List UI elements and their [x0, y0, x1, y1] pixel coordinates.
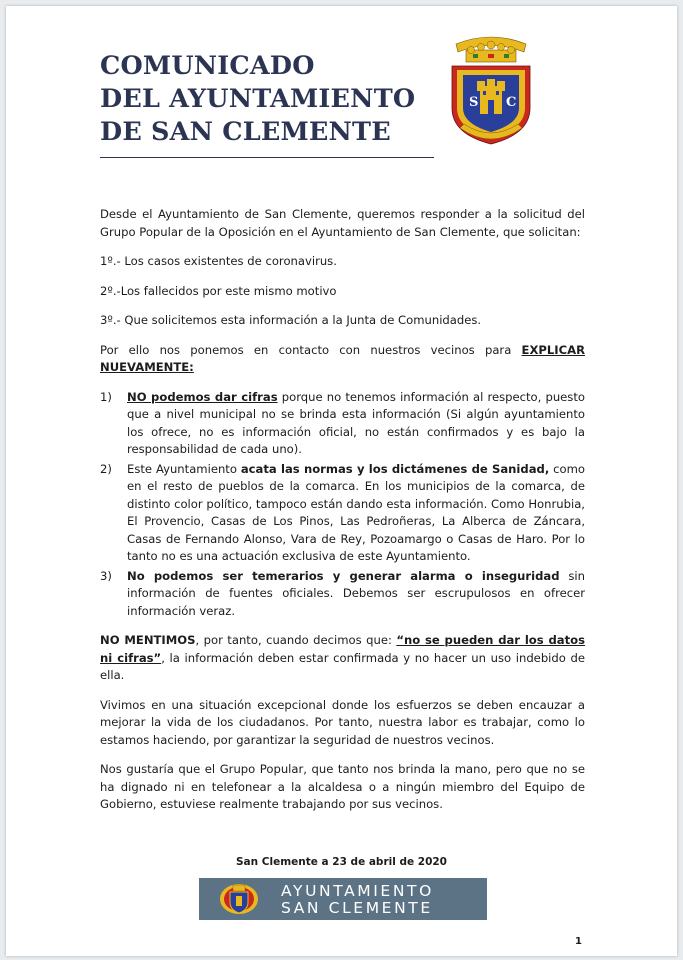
title-line: DE SAN CLEMENTE: [100, 117, 391, 147]
point-number: 2): [100, 461, 112, 476]
letter-body: [100, 206, 585, 826]
point-pre: Este Ayuntamiento: [127, 461, 241, 476]
lead-in-paragraph: [100, 342, 585, 377]
list-item: [100, 568, 585, 621]
footer-banner-text: [281, 883, 434, 917]
lead-in-emphasis: EXPLICAR NUEVAMENTE:: [100, 342, 585, 374]
no-mentimos-paragraph: [100, 632, 585, 685]
coat-of-arms-icon: [446, 28, 536, 146]
banner-line: SAN CLEMENTE: [281, 899, 433, 917]
page-number: 1: [575, 936, 582, 947]
title-underline: [100, 157, 434, 158]
document-date: San Clemente a 23 de abril de 2020: [236, 856, 447, 868]
points-list: [100, 389, 585, 621]
point-text: sin información de fuentes oficiales. Debemos ser escrupulosos en ofrecer información veraz.: [127, 568, 585, 618]
title-line: DEL AYUNTAMIENTO: [100, 84, 416, 114]
situation-paragraph: Vivimos en una situación excepcional donde los esfuerzos se deben encauzar a mejorar la vida de los ciudadanos. Por tanto, nuestra labor es trabajar, como lo estamos haciendo, por garantizar la seguridad de nuestros vecinos.: [100, 697, 585, 747]
point-bold: NO podemos dar cifras: [127, 389, 278, 404]
request-item: 1º.- Los casos existentes de coronavirus.: [100, 254, 337, 268]
no-mentimos-quote: “no se pueden dar los datos ni cifras”: [100, 633, 586, 665]
crest-letter-s: S: [469, 95, 479, 110]
list-item: [100, 461, 585, 566]
point-bold: acata las normas y los dictámenes de Sanidad,: [240, 461, 550, 476]
no-mentimos-pre: , por tanto, cuando decimos que:: [195, 633, 397, 647]
footer-crest-icon: [219, 881, 259, 917]
no-mentimos-post: , la información deben estar confirmada y no hacer un uso indebido de ella.: [100, 650, 585, 682]
point-number: 3): [100, 568, 112, 583]
title-line: COMUNICADO: [100, 51, 315, 81]
document-page: [6, 6, 677, 956]
no-mentimos-bold: NO MENTIMOS: [100, 633, 196, 647]
point-text: como en el resto de pueblos de la comarca. En los municipios de la comarca, de distinto color político, tampoco están dando esta información. Como Honrubia, El Provencio, Casas de Los Pinos, Las Pedroñeras, La Alberca de Záncara, Casas de Fernando Alonso, Vara de Rey, Pozoamargo o Casas de Haro. Por lo tanto no es una actuación exclusiva de este Ayuntamiento.: [127, 461, 585, 563]
request-item: 2º.-Los fallecidos por este mismo motivo: [100, 283, 337, 298]
banner-line: AYUNTAMIENTO: [281, 882, 434, 900]
point-text: porque no tenemos información al respecto, puesto que a nivel municipal no se brinda esta información (Si algún ayuntamiento los ofrece, no es información oficial, no están confirmados y es bajo la responsabilidad de cada uno).: [127, 389, 585, 456]
intro-paragraph: Desde el Ayuntamiento de San Clemente, queremos responder a la solicitud del Grupo Popular de la Oposición en el Ayuntamiento de San Clemente, que solicitan:: [100, 207, 585, 239]
footer-banner: [199, 878, 487, 920]
point-bold: No podemos ser temerarios y generar alarma o inseguridad: [127, 568, 560, 583]
crest-letter-c: C: [506, 95, 517, 110]
lead-in-text: Por ello nos ponemos en contacto con nuestros vecinos para: [100, 342, 522, 357]
list-item: [100, 389, 585, 459]
document-title: [100, 50, 415, 149]
point-number: 1): [100, 389, 112, 404]
closing-paragraph: Nos gustaría que el Grupo Popular, que tanto nos brinda la mano, pero que no se ha dignado ni en telefonear a la alcaldesa o a ningún miembro del Equipo de Gobierno, estuviese realmente trabajando por sus vecinos.: [100, 762, 585, 811]
request-item: 3º.- Que solicitemos esta información a la Junta de Comunidades.: [100, 313, 482, 327]
